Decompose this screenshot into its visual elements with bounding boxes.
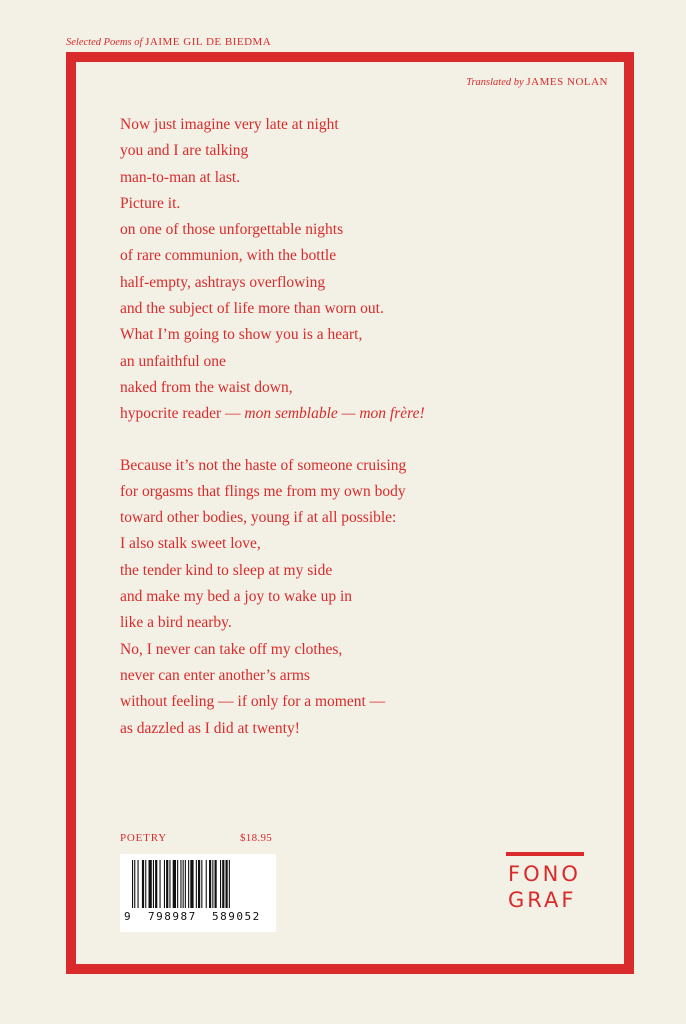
barcode-bar xyxy=(153,860,154,908)
barcode-bar xyxy=(173,860,176,908)
barcode-digit-first: 9 xyxy=(124,910,131,923)
price-label: $18.95 xyxy=(240,832,273,844)
barcode-bar xyxy=(196,860,197,908)
poem-line: half-empty, ashtrays overflowing xyxy=(120,273,326,291)
barcode-digits-right: 589052 xyxy=(212,910,261,923)
barcode-bar xyxy=(183,860,184,908)
series-prefix: Selected Poems of xyxy=(66,37,143,48)
barcode-bar xyxy=(190,860,193,908)
poem-line: never can enter another’s arms xyxy=(120,666,310,684)
barcode-bar xyxy=(198,860,200,908)
author-name: JAIME GIL DE BIEDMA xyxy=(145,36,272,48)
barcode-bar xyxy=(145,860,146,908)
poem-line: for orgasms that flings me from my own body xyxy=(120,482,406,500)
stanza-2 xyxy=(120,453,580,742)
poem-line: No, I never can take off my clothes, xyxy=(120,640,343,658)
barcode-bar xyxy=(229,860,230,908)
poem-line: toward other bodies, young if at all possible: xyxy=(120,509,397,527)
barcode-bar xyxy=(180,860,181,908)
poem-line: naked from the waist down, xyxy=(120,378,293,396)
barcode-bar xyxy=(209,860,211,908)
barcode-bar xyxy=(222,860,224,908)
barcode-bar xyxy=(138,860,139,908)
barcode-bar xyxy=(185,860,186,908)
barcode-bar xyxy=(201,860,202,908)
isbn-barcode xyxy=(120,854,276,932)
poem-line: the tender kind to sleep at my side xyxy=(120,561,333,579)
book-meta xyxy=(120,832,273,844)
translator-credit xyxy=(466,76,608,88)
poem-line: I also stalk sweet love, xyxy=(120,535,261,553)
poem-excerpt xyxy=(120,112,580,742)
poem-line-italic: mon semblable — mon frère! xyxy=(244,405,425,423)
poem-line: What I’m going to show you is a heart, xyxy=(120,326,363,344)
barcode-bar xyxy=(177,860,178,908)
barcode-bar xyxy=(166,860,168,908)
barcode-bar xyxy=(220,860,221,908)
barcode-bar xyxy=(206,860,207,908)
barcode-digits-left: 798987 xyxy=(148,910,197,923)
barcode-bar xyxy=(149,860,152,908)
barcode-bar xyxy=(155,860,157,908)
translator-prefix: Translated by xyxy=(466,77,524,88)
poem-line: Because it’s not the haste of someone cruising xyxy=(120,456,407,474)
barcode-bar xyxy=(164,860,165,908)
barcode-bar xyxy=(212,860,213,908)
poem-line: and the subject of life more than worn out. xyxy=(120,300,384,318)
logo-line-2: GRAF xyxy=(508,888,577,912)
barcode-bar xyxy=(160,860,161,908)
poem-line: on one of those unforgettable nights xyxy=(120,221,344,239)
poem-line: of rare communion, with the bottle xyxy=(120,247,337,265)
barcode-bar xyxy=(226,860,228,908)
series-credit xyxy=(66,36,271,48)
poem-line: without feeling — if only for a moment — xyxy=(120,693,386,711)
poem-line: an unfaithful one xyxy=(120,352,226,370)
barcode-bar xyxy=(169,860,170,908)
barcode-bar xyxy=(215,860,217,908)
category-label: POETRY xyxy=(120,832,167,844)
poem-line: you and I are talking xyxy=(120,142,249,160)
barcode-bar xyxy=(134,860,135,908)
barcode-bar xyxy=(132,860,133,908)
poem-line-final xyxy=(120,401,580,427)
barcode-bars xyxy=(130,860,266,912)
translator-name: JAMES NOLAN xyxy=(526,76,608,88)
poem-line: Picture it. xyxy=(120,194,181,212)
poem-line: and make my bed a joy to wake up in xyxy=(120,588,353,606)
logo-bar xyxy=(506,852,584,856)
barcode-bar xyxy=(142,860,144,908)
logo-line-1: FONO xyxy=(508,862,581,886)
red-frame xyxy=(66,52,634,974)
poem-line: Now just imagine very late at night xyxy=(120,116,339,133)
poem-line-plain: hypocrite reader — xyxy=(120,405,245,423)
barcode-bar xyxy=(188,860,189,908)
stanza-1 xyxy=(120,112,580,428)
poem-line: like a bird nearby. xyxy=(120,614,232,632)
poem-line: man-to-man at last. xyxy=(120,168,241,186)
poem-line: as dazzled as I did at twenty! xyxy=(120,719,300,737)
